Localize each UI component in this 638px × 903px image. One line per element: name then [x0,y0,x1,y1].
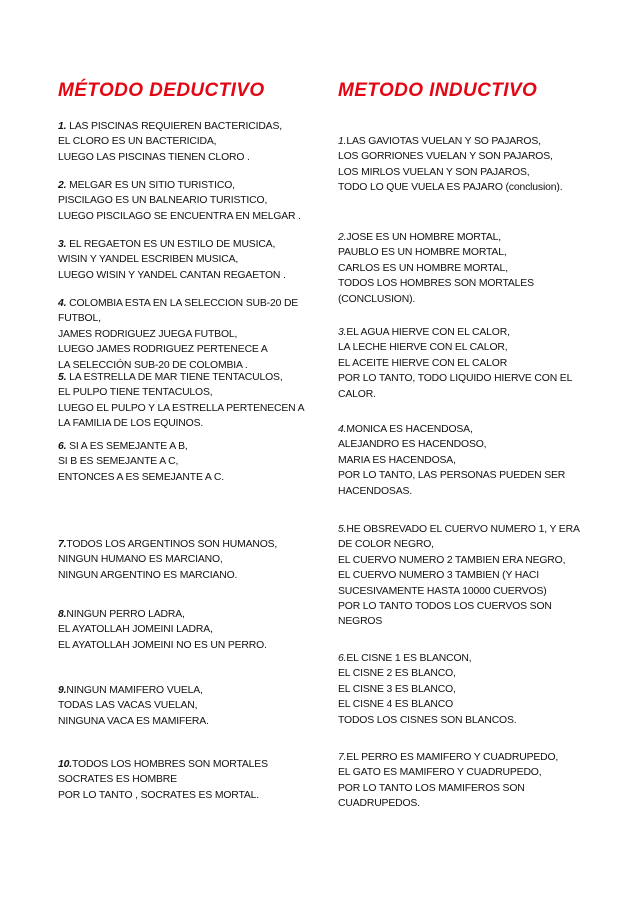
example-line [58,537,320,552]
example-line: (CONCLUSION). [338,293,416,305]
deductive-example [58,439,320,485]
example-line [338,651,600,666]
example-line: SUCESIVAMENTE HASTA 10000 CUERVOS) [338,585,547,597]
example-line: POR LO TANTO, TODO LIQUIDO HIERVE CON EL [338,373,573,385]
example-line: TODOS LOS HOMBRES SON MORTALES [338,278,534,290]
example-line: SOCRATES ES HOMBRE [58,774,177,786]
example-line: TODAS LAS VACAS VUELAN, [58,700,198,712]
example-line: NINGUN HUMANO ES MARCIANO, [58,554,223,566]
example-line: EL CISNE 3 ES BLANCO, [338,683,456,695]
example-line [58,237,320,252]
inductive-example [338,422,600,499]
inductive-example [338,651,600,728]
example-line [338,522,600,537]
example-number: 7. [58,539,67,550]
example-line: TODO LO QUE VUELA ES PAJARO (conclusion). [338,182,563,194]
example-text: COLOMBIA ESTA EN LA SELECCION SUB-20 DE [66,298,299,309]
example-line: LOS GORRIONES VUELAN Y SON PAJAROS, [338,151,553,163]
example-text: EL PERRO ES MAMIFERO Y CUADRUPEDO, [346,752,559,763]
example-line: EL GATO ES MAMIFERO Y CUADRUPEDO, [338,767,542,779]
example-text: NINGUN MAMIFERO VUELA, [66,685,203,696]
example-number: 6. [58,441,67,452]
example-number: 10. [58,759,72,770]
example-line: PAUBLO ES UN HOMBRE MORTAL, [338,247,507,259]
example-line: LUEGO JAMES RODRIGUEZ PERTENECE A [58,344,268,356]
example-line: NINGUN ARGENTINO ES MARCIANO. [58,569,238,581]
example-number: 2. [58,180,67,191]
example-line: LA SELECCIÓN SUB-20 DE COLOMBIA . [58,359,248,371]
example-line: NEGROS [338,616,383,628]
example-number: 6. [338,653,347,664]
example-line: CARLOS ES UN HOMBRE MORTAL, [338,262,508,274]
example-number: 3. [58,239,67,250]
example-line [58,370,320,385]
example-text: HE OBSREVADO EL CUERVO NUMERO 1, Y ERA [346,524,580,535]
example-line: NINGUNA VACA ES MAMIFERA. [58,715,209,727]
example-line: CUADRUPEDOS. [338,798,420,810]
deductive-example [58,607,320,653]
example-line: LUEGO LAS PISCINAS TIENEN CLORO . [58,151,250,163]
example-line: TODOS LOS CISNES SON BLANCOS. [338,714,517,726]
example-line: EL AYATOLLAH JOMEINI NO ES UN PERRO. [58,639,267,651]
example-text: EL AGUA HIERVE CON EL CALOR, [346,327,510,338]
example-line: LOS MIRLOS VUELAN Y SON PAJAROS, [338,166,530,178]
example-line: EL PULPO TIENE TENTACULOS, [58,387,213,399]
example-line [58,119,320,134]
example-line [58,757,320,772]
deductive-example [58,537,320,583]
example-line: HACENDOSAS. [338,485,412,497]
example-number: 1. [338,136,347,147]
inductive-example [338,134,600,196]
example-number: 2. [338,232,347,243]
example-text: NINGUN PERRO LADRA, [66,609,185,620]
example-line: LUEGO PISCILAGO SE ENCUENTRA EN MELGAR . [58,210,301,222]
inductive-heading: METODO INDUCTIVO [338,80,538,101]
example-line: LUEGO EL PULPO Y LA ESTRELLA PERTENECEN A [58,402,305,414]
example-line: LA LECHE HIERVE CON EL CALOR, [338,342,508,354]
deductive-example [58,296,320,373]
inductive-example [338,750,600,812]
example-number: 1. [58,121,67,132]
example-line: POR LO TANTO, LAS PERSONAS PUEDEN SER [338,470,566,482]
example-text: TODOS LOS HOMBRES SON MORTALES [72,759,268,770]
example-line: ENTONCES A ES SEMEJANTE A C. [58,471,224,483]
example-line [58,296,320,311]
example-line: FUTBOL, [58,313,101,325]
example-text: LA ESTRELLA DE MAR TIENE TENTACULOS, [66,372,283,383]
example-text: EL CISNE 1 ES BLANCON, [346,653,472,664]
example-text: MELGAR ES UN SITIO TURISTICO, [66,180,235,191]
example-line [58,683,320,698]
example-number: 4. [58,298,67,309]
example-text: LAS PISCINAS REQUIEREN BACTERICIDAS, [66,121,282,132]
example-number: 3. [338,327,347,338]
deductive-example [58,683,320,729]
example-line: SI B ES SEMEJANTE A C, [58,456,179,468]
example-line: WISIN Y YANDEL ESCRIBEN MUSICA, [58,254,239,266]
example-number: 8. [58,609,67,620]
example-line: JAMES RODRIGUEZ JUEGA FUTBOL, [58,328,238,340]
example-line: DE COLOR NEGRO, [338,539,434,551]
example-line: POR LO TANTO LOS MAMIFEROS SON [338,782,525,794]
example-line: CALOR. [338,388,376,400]
example-line [58,439,320,454]
example-text: JOSE ES UN HOMBRE MORTAL, [346,232,502,243]
example-text: SI A ES SEMEJANTE A B, [66,441,188,452]
inductive-example [338,522,600,630]
deductive-heading: MÉTODO DEDUCTIVO [58,80,265,101]
example-line: EL AYATOLLAH JOMEINI LADRA, [58,624,213,636]
example-line: PISCILAGO ES UN BALNEARIO TURISTICO, [58,195,268,207]
deductive-example [58,757,320,803]
example-line [58,178,320,193]
example-line [338,325,600,340]
example-line: LA FAMILIA DE LOS EQUINOS. [58,418,204,430]
inductive-example [338,230,600,307]
example-line: POR LO TANTO , SOCRATES ES MORTAL. [58,789,260,801]
example-line [338,134,600,149]
example-line [338,422,600,437]
example-line [58,607,320,622]
deductive-example [58,237,320,283]
example-text: EL REGAETON ES UN ESTILO DE MUSICA, [66,239,276,250]
example-line: EL CISNE 4 ES BLANCO [338,699,453,711]
example-line: EL CUERVO NUMERO 3 TAMBIEN (Y HACI [338,570,540,582]
example-number: 4. [338,424,347,435]
example-line [338,750,600,765]
example-line: EL CISNE 2 ES BLANCO, [338,668,456,680]
example-number: 7. [338,752,347,763]
example-text: LAS GAVIOTAS VUELAN Y SO PAJAROS, [346,136,541,147]
example-line: EL CLORO ES UN BACTERICIDA, [58,136,217,148]
deductive-example [58,178,320,224]
example-text: TODOS LOS ARGENTINOS SON HUMANOS, [66,539,278,550]
example-line: POR LO TANTO TODOS LOS CUERVOS SON [338,601,552,613]
example-line: MARIA ES HACENDOSA, [338,454,456,466]
example-line: EL ACEITE HIERVE CON EL CALOR [338,357,508,369]
example-number: 5. [58,372,67,383]
example-line: ALEJANDRO ES HACENDOSO, [338,439,487,451]
example-number: 9. [58,685,67,696]
example-number: 5. [338,524,347,535]
example-line: EL CUERVO NUMERO 2 TAMBIEN ERA NEGRO, [338,554,566,566]
deductive-example [58,119,320,165]
example-text: MONICA ES HACENDOSA, [346,424,473,435]
example-line [338,230,600,245]
inductive-example [338,325,600,402]
example-line: LUEGO WISIN Y YANDEL CANTAN REGAETON . [58,269,286,281]
deductive-example [58,370,320,432]
